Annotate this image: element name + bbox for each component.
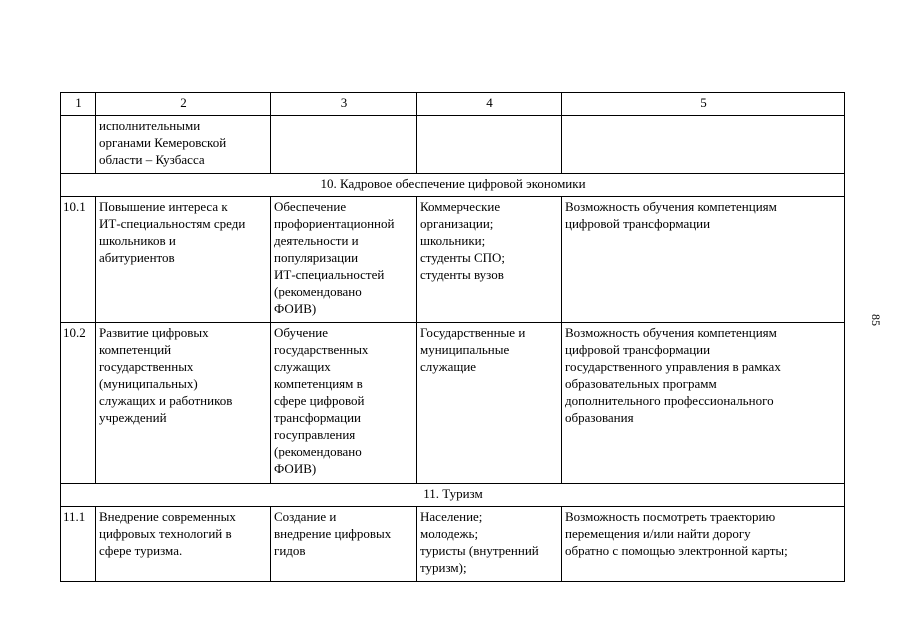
table-row-10-2 (61, 323, 845, 484)
cell-line: школьники; (420, 233, 486, 248)
cell-line: (рекомендовано (274, 284, 362, 299)
cell-line: студенты вузов (420, 267, 504, 282)
cell-line: компетенций (99, 342, 172, 357)
row-col3-cell (271, 323, 417, 484)
cell-line: ИТ-специальностей (274, 267, 385, 282)
cell-line: ИТ-специальностям среди (99, 216, 246, 231)
cell-line: ФОИВ) (274, 301, 317, 316)
page-number: 85 (869, 314, 883, 326)
cell-line: студенты СПО; (420, 250, 506, 265)
cell-line: популяризации (274, 250, 359, 265)
cell-line: (рекомендовано (274, 444, 362, 459)
section-title-row-11 (61, 484, 845, 507)
cell-line: служащих и работников (99, 393, 233, 408)
cell-line: государственного управления в рамках (565, 359, 781, 374)
cell-line: внедрение цифровых (274, 526, 392, 541)
cell-line: Коммерческие (420, 199, 501, 214)
cell-line: молодежь; (420, 526, 479, 541)
cell-line: дополнительного профессионального (565, 393, 774, 408)
header-cell-1: 1 (61, 93, 96, 116)
cell-line: ФОИВ) (274, 461, 317, 476)
cell-line: деятельности и (274, 233, 359, 248)
cell-line: Повышение интереса к (99, 199, 228, 214)
cell-line: области – Кузбасса (99, 152, 205, 167)
cell-line: сфере цифровой (274, 393, 365, 408)
cell-line: цифровых технологий в (99, 526, 232, 541)
cell-line: организации; (420, 216, 494, 231)
cell-line: Возможность обучения компетенциям (565, 199, 777, 214)
cell-line: цифровой трансформации (565, 342, 711, 357)
cell-line: школьников и (99, 233, 176, 248)
section-title-row-10 (61, 174, 845, 197)
table-row-11-1 (61, 507, 845, 582)
row-number-cell: 10.2 (61, 323, 96, 484)
row-col4-cell (417, 197, 562, 323)
continuation-col2-cell (96, 116, 271, 174)
cell-line: абитуриентов (99, 250, 175, 265)
cell-line: Создание и (274, 509, 337, 524)
cell-line: органами Кемеровской (99, 135, 227, 150)
row-col4-cell (417, 507, 562, 582)
continuation-col5-cell (562, 116, 845, 174)
continuation-col4-cell (417, 116, 562, 174)
header-cell-2: 2 (96, 93, 271, 116)
cell-line: трансформации (274, 410, 362, 425)
row-number-cell: 11.1 (61, 507, 96, 582)
row-col3-cell (271, 197, 417, 323)
cell-line: Обучение (274, 325, 328, 340)
cell-line: туризм); (420, 560, 467, 575)
row-col2-cell (96, 323, 271, 484)
cell-line: служащие (420, 359, 477, 374)
cell-line: перемещения и/или найти дорогу (565, 526, 751, 541)
table-row-continuation (61, 116, 845, 174)
document-table (60, 92, 845, 582)
cell-line: цифровой трансформации (565, 216, 711, 231)
row-col5-cell (562, 197, 845, 323)
section-title-11: 11. Туризм (61, 484, 845, 507)
cell-line: государственных (274, 342, 369, 357)
cell-line: образования (565, 410, 634, 425)
row-col4-cell (417, 323, 562, 484)
header-cell-5: 5 (562, 93, 845, 116)
cell-line: Возможность обучения компетенциям (565, 325, 777, 340)
cell-line: туристы (внутренний (420, 543, 539, 558)
continuation-num-cell (61, 116, 96, 174)
cell-line: Обеспечение (274, 199, 347, 214)
cell-line: образовательных программ (565, 376, 717, 391)
cell-line: государственных (99, 359, 194, 374)
header-cell-3: 3 (271, 93, 417, 116)
cell-line: компетенциям в (274, 376, 363, 391)
continuation-col3-cell (271, 116, 417, 174)
cell-line: Государственные и (420, 325, 526, 340)
cell-line: Возможность посмотреть траекторию (565, 509, 776, 524)
cell-line: муниципальные (420, 342, 510, 357)
row-col2-cell (96, 507, 271, 582)
cell-line: профориентационной (274, 216, 395, 231)
cell-line: учреждений (99, 410, 167, 425)
row-col2-cell (96, 197, 271, 323)
row-number-cell: 10.1 (61, 197, 96, 323)
row-col5-cell (562, 323, 845, 484)
cell-line: Население; (420, 509, 483, 524)
cell-line: исполнительными (99, 118, 201, 133)
row-col3-cell (271, 507, 417, 582)
cell-line: гидов (274, 543, 306, 558)
cell-line: служащих (274, 359, 331, 374)
cell-line: госуправления (274, 427, 356, 442)
cell-line: (муниципальных) (99, 376, 198, 391)
table-row-10-1 (61, 197, 845, 323)
cell-line: обратно с помощью электронной карты; (565, 543, 788, 558)
section-title-10: 10. Кадровое обеспечение цифровой экономики (61, 174, 845, 197)
row-col5-cell (562, 507, 845, 582)
header-cell-4: 4 (417, 93, 562, 116)
table-header-row (61, 93, 845, 116)
cell-line: Внедрение современных (99, 509, 236, 524)
cell-line: сфере туризма. (99, 543, 183, 558)
cell-line: Развитие цифровых (99, 325, 209, 340)
